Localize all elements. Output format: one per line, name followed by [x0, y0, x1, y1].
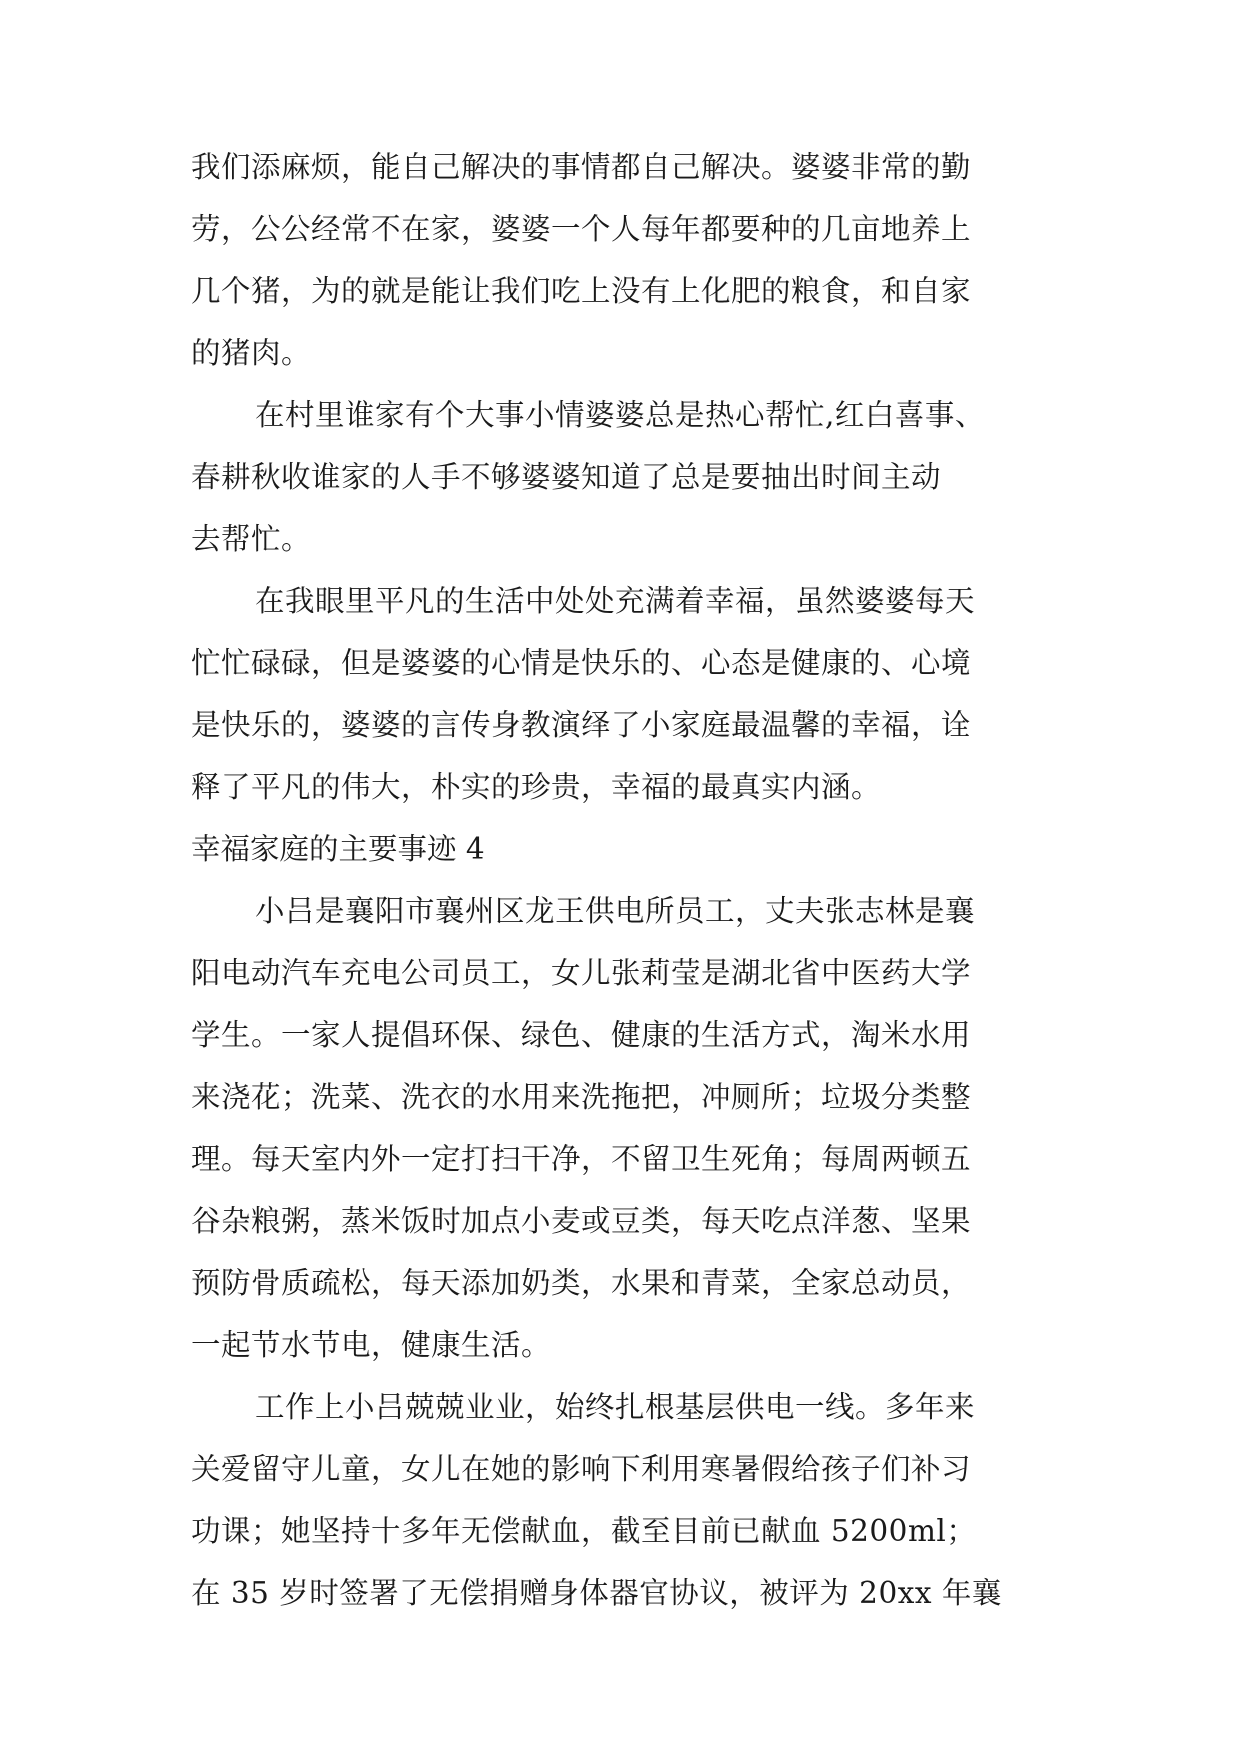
- text-line: 理。每天室内外一定打扫干净，不留卫生死角；每周两顿五: [191, 1142, 972, 1176]
- text-line: 几个猪，为的就是能让我们吃上没有上化肥的粮食，和自家: [191, 274, 972, 308]
- text-line: 我们添麻烦，能自己解决的事情都自己解决。婆婆非常的勤: [191, 150, 972, 184]
- text-line: 一起节水节电，健康生活。: [191, 1328, 552, 1362]
- paragraph-start-line: 在我眼里平凡的生活中处处充满着幸福，虽然婆婆每天: [255, 584, 976, 618]
- text-line: 阳电动汽车充电公司员工，女儿张莉莹是湖北省中医药大学: [191, 956, 972, 990]
- text-line: 春耕秋收谁家的人手不够婆婆知道了总是要抽出时间主动: [191, 460, 942, 494]
- text-line: 功课；她坚持十多年无偿献血，截至目前已献血 5200ml；: [191, 1514, 977, 1548]
- paragraph-start-line: 工作上小吕兢兢业业，始终扎根基层供电一线。多年来: [255, 1390, 976, 1424]
- text-line: 劳，公公经常不在家，婆婆一个人每年都要种的几亩地养上: [191, 212, 972, 246]
- text-line: 的猪肉。: [191, 336, 312, 370]
- text-line: 忙忙碌碌，但是婆婆的心情是快乐的、心态是健康的、心境: [191, 646, 972, 680]
- text-line: 是快乐的，婆婆的言传身教演绎了小家庭最温馨的幸福，诠: [191, 708, 972, 742]
- section-heading: 幸福家庭的主要事迹 4: [191, 832, 485, 866]
- text-line: 释了平凡的伟大，朴实的珍贵，幸福的最真实内涵。: [191, 770, 882, 804]
- text-line: 去帮忙。: [191, 522, 312, 556]
- paragraph-start-line: 在村里谁家有个大事小情婆婆总是热心帮忙,红白喜事、: [255, 398, 985, 432]
- text-line: 在 35 岁时签署了无偿捐赠身体器官协议，被评为 20xx 年襄: [191, 1576, 1002, 1610]
- text-line: 学生。一家人提倡环保、绿色、健康的生活方式，淘米水用: [191, 1018, 972, 1052]
- paragraph-start-line: 小吕是襄阳市襄州区龙王供电所员工，丈夫张志林是襄: [255, 894, 976, 928]
- document-body: [191, 136, 1063, 1624]
- text-line: 关爱留守儿童，女儿在她的影响下利用寒暑假给孩子们补习: [191, 1452, 972, 1486]
- text-line: 预防骨质疏松，每天添加奶类，水果和青菜，全家总动员，: [191, 1266, 972, 1300]
- text-line: 谷杂粮粥，蒸米饭时加点小麦或豆类，每天吃点洋葱、坚果: [191, 1204, 972, 1238]
- text-line: 来浇花；洗菜、洗衣的水用来洗拖把，冲厕所；垃圾分类整: [191, 1080, 972, 1114]
